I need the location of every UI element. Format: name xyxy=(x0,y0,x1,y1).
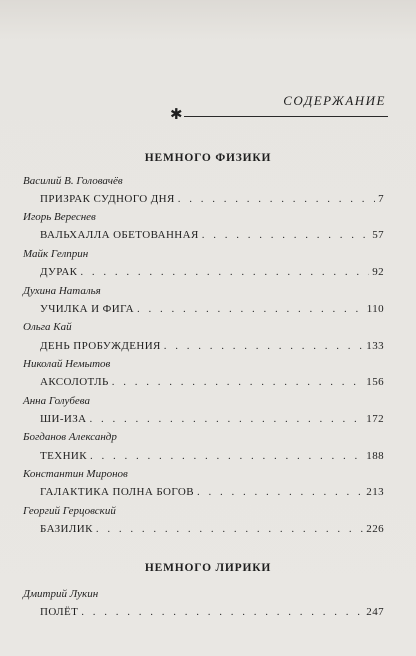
toc-entry xyxy=(40,413,384,425)
dot-leader xyxy=(81,606,363,618)
toc-entry-title: ВАЛЬХАЛЛА ОБЕТОВАННАЯ xyxy=(40,229,199,241)
toc-entry xyxy=(40,266,384,278)
toc-author: Георгий Герцовский xyxy=(23,505,116,517)
dot-leader xyxy=(90,413,364,425)
toc-entry-title: ТЕХНИК xyxy=(40,450,88,462)
toc-entry-title: БАЗИЛИК xyxy=(40,523,93,535)
toc-page-number: 110 xyxy=(366,303,384,315)
toc-entry xyxy=(40,523,384,535)
toc-entry-title: ШИ-ИЗА xyxy=(40,413,87,425)
toc-author: Анна Голубева xyxy=(23,395,90,407)
dot-leader xyxy=(137,303,364,315)
dot-leader xyxy=(112,376,364,388)
dot-leader xyxy=(96,523,363,535)
dot-leader xyxy=(202,229,369,241)
header-rule xyxy=(184,116,388,117)
toc-author: Константин Миронов xyxy=(23,468,128,480)
toc-entry-title: ПРИЗРАК СУДНОГО ДНЯ xyxy=(40,193,175,205)
dot-leader xyxy=(178,193,375,205)
toc-page-number: 7 xyxy=(378,193,384,205)
toc-entry xyxy=(40,450,384,462)
asterisk-ornament-icon: ✱ xyxy=(170,107,183,123)
toc-entry xyxy=(40,340,384,352)
toc-entry xyxy=(40,376,384,388)
toc-entry xyxy=(40,229,384,241)
toc-author: Василий В. Головачёв xyxy=(23,175,123,187)
toc-author: Ольга Кай xyxy=(23,321,72,333)
section-heading: НЕМНОГО ФИЗИКИ xyxy=(144,152,272,164)
dot-leader xyxy=(80,266,369,278)
toc-page-number: 92 xyxy=(372,266,384,278)
toc-page-number: 156 xyxy=(366,376,384,388)
toc-entry-title: ДУРАК xyxy=(40,266,78,278)
toc-author: Духина Наталья xyxy=(23,285,101,297)
dot-leader xyxy=(164,340,364,352)
toc-author: Николай Немытов xyxy=(23,358,111,370)
toc-entry xyxy=(40,606,384,618)
toc-page-number: 188 xyxy=(366,450,384,462)
toc-entry-title: АКСОЛОТЛЬ xyxy=(40,376,109,388)
toc-page-number: 172 xyxy=(366,413,384,425)
toc-author: Дмитрий Лукин xyxy=(23,588,99,600)
toc-author: Майк Гелприн xyxy=(23,248,89,260)
dot-leader xyxy=(197,486,363,498)
toc-page-number: 133 xyxy=(366,340,384,352)
toc-author: Богданов Александр xyxy=(23,431,117,443)
toc-page-number: 57 xyxy=(372,229,384,241)
toc-entry-title: УЧИЛКА И ФИГА xyxy=(40,303,135,315)
toc-page-number: 247 xyxy=(366,606,384,618)
toc-entry xyxy=(40,486,384,498)
toc-entry-title: ПОЛЁТ xyxy=(40,606,79,618)
toc-author: Игорь Вереснев xyxy=(23,211,96,223)
toc-entry xyxy=(40,193,384,205)
section-heading: НЕМНОГО ЛИРИКИ xyxy=(144,562,272,574)
toc-page-number: 226 xyxy=(366,523,384,535)
toc-entry-title: ГАЛАКТИКА ПОЛНА БОГОВ xyxy=(40,486,194,498)
toc-page-number: 213 xyxy=(366,486,384,498)
toc-entry xyxy=(40,303,384,315)
toc-entry-title: ДЕНЬ ПРОБУЖДЕНИЯ xyxy=(40,340,161,352)
page-header-title: СОДЕРЖАНИЕ xyxy=(283,93,386,108)
dot-leader xyxy=(90,450,363,462)
